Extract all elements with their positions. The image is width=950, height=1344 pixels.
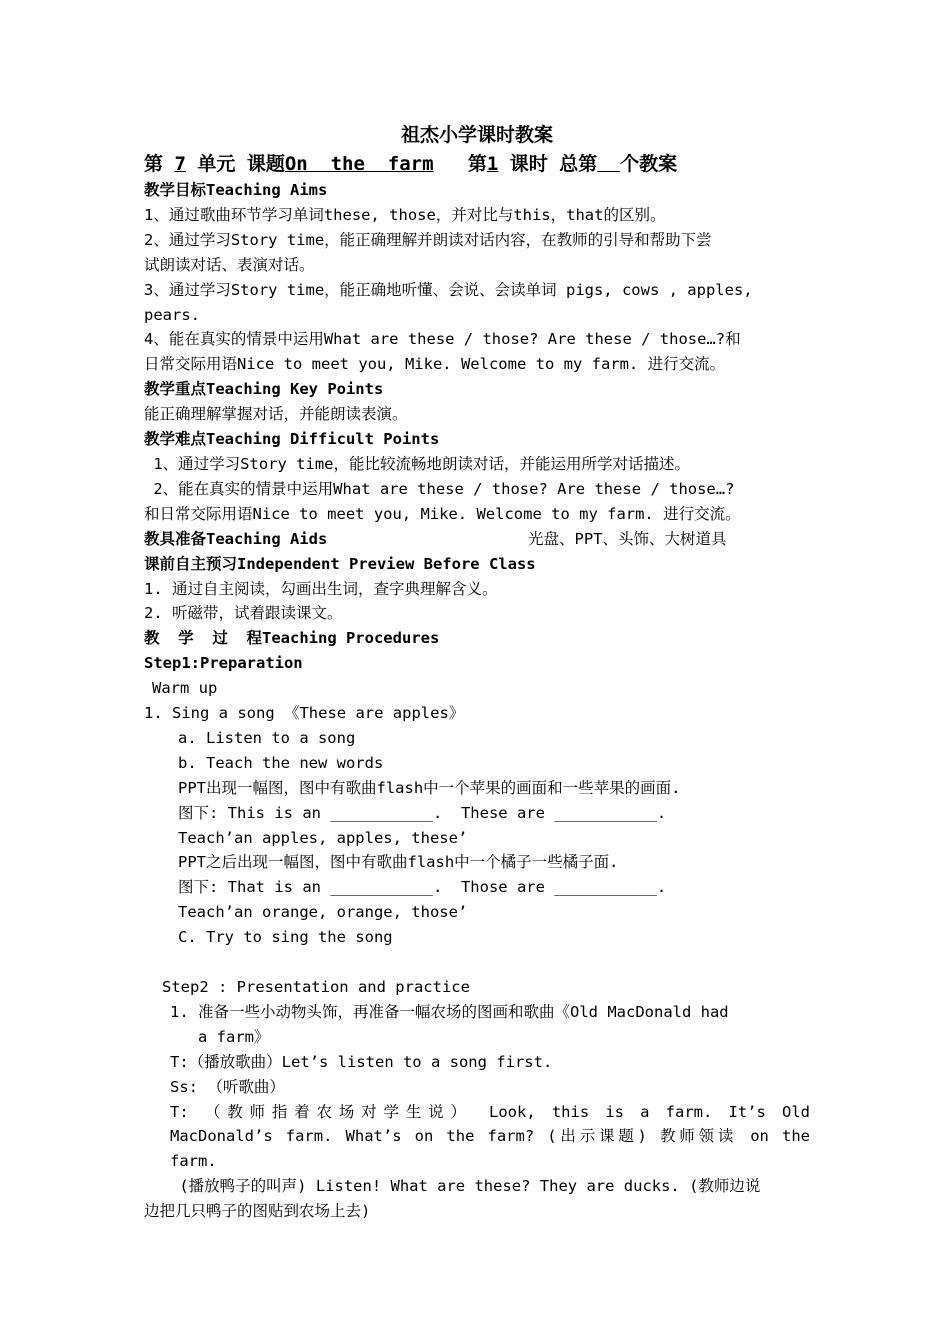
total-blank: [597, 153, 620, 175]
step1-line: PPT出现一幅图，图中有歌曲flash中一个苹果的画面和一些苹果的画面.: [178, 778, 681, 797]
aims-item: 4、能在真实的情景中运用What are these / those? Are these / those…?和: [144, 330, 741, 349]
preview-item: 1. 通过自主阅读，勾画出生词，查字典理解含义。: [144, 579, 498, 598]
unit-suffix: 单元 课题: [197, 153, 285, 175]
song-item: 1. Sing a song 《These are apples》: [144, 704, 465, 723]
step1-line: Teach’an apples, apples, these’: [178, 828, 468, 847]
aids-row: [144, 527, 810, 552]
aims-item: 1、通过歌曲环节学习单词these, those，并对比与this，that的区别。: [144, 205, 666, 224]
lesson-plan-page: [144, 120, 810, 1224]
step1-title: Step1:Preparation: [144, 654, 303, 673]
difficult-points-item: 2、能在真实的情景中运用What are these / those? Are these / those…?: [144, 479, 735, 498]
step1-line: 图下: This is an ___________. These are ___________.: [178, 803, 667, 822]
duck-line-cont: 边把几只鸭子的图贴到农场上去): [144, 1202, 371, 1221]
spacer: [144, 950, 810, 975]
lesson-prefix: 第: [456, 153, 487, 175]
aids-heading: 教具准备Teaching Aids: [144, 529, 328, 548]
aims-heading: 教学目标Teaching Aims: [144, 181, 328, 199]
students-line: Ss: （听歌曲）: [170, 1077, 285, 1096]
document-title: 祖杰小学课时教案: [400, 124, 553, 146]
teacher-line: T:（播放歌曲）Let’s listen to a song first.: [170, 1052, 553, 1071]
step1-line: b. Teach the new words: [178, 753, 384, 772]
aims-item: pears.: [144, 305, 200, 324]
lesson-topic: On the farm: [284, 153, 434, 175]
step1-line: a. Listen to a song: [178, 728, 356, 747]
step1-line: C. Try to sing the song: [178, 928, 393, 947]
step2-item1-cont: a farm》: [170, 1027, 270, 1046]
lesson-number: 1: [486, 153, 499, 175]
aims-item: 日常交际用语Nice to meet you, Mike. Welcome to my farm. 进行交流。: [144, 355, 726, 374]
step2-item1: 1. 准备一些小动物头饰，再准备一幅农场的图画和歌曲《Old MacDonald had: [170, 1002, 729, 1021]
warm-up-label: Warm up: [152, 679, 218, 698]
key-points-text: 能正确理解掌握对话，并能朗读表演。: [144, 405, 408, 424]
unit-number: 7: [174, 153, 186, 175]
aims-item: 2、通过学习Story time，能正确理解并朗读对话内容，在教师的引导和帮助下尝: [144, 230, 712, 249]
teacher-line-cont: MacDonald’s farm. What’s on the farm? (出示课题) 教师领读 on the: [170, 1127, 810, 1146]
lesson-suffix: 课时 总第: [509, 153, 598, 175]
step1-line: Teach’an orange, orange, those’: [178, 903, 468, 922]
key-points-heading: 教学重点Teaching Key Points: [144, 380, 384, 399]
aims-item: 试朗读对话、表演对话。: [144, 255, 315, 274]
preview-heading: 课前自主预习Independent Preview Before Class: [144, 554, 536, 573]
lesson-header: [144, 150, 810, 178]
teacher-line-cont: farm.: [170, 1152, 217, 1171]
procedures-heading: 教 学 过 程Teaching Procedures: [144, 629, 440, 648]
difficult-points-item: 1、通过学习Story time，能比较流畅地朗读对话，并能运用所学对话描述。: [144, 454, 690, 473]
aims-item: 3、通过学习Story time，能正确地听懂、会说、会读单词 pigs, cows , apples,: [144, 280, 753, 299]
total-suffix: 个教案: [620, 153, 678, 175]
preview-item: 2. 听磁带，试着跟读课文。: [144, 604, 343, 623]
aids-text: 光盘、PPT、头饰、大树道具: [528, 529, 727, 548]
difficult-points-heading: 教学难点Teaching Difficult Points: [144, 430, 440, 449]
unit-prefix: 第: [144, 153, 164, 175]
difficult-points-item: 和日常交际用语Nice to meet you, Mike. Welcome to my farm. 进行交流。: [144, 504, 741, 523]
step2-title: Step2 : Presentation and practice: [162, 977, 470, 996]
teacher-line: T: （教师指着农场对学生说） Look, this is a farm. It’s Old: [170, 1102, 810, 1121]
step1-line: 图下: That is an ___________. Those are ___________.: [178, 878, 667, 897]
step1-line: PPT之后出现一幅图，图中有歌曲flash中一个橘子一些橘子面.: [178, 853, 619, 872]
duck-line: (播放鸭子的叫声) Listen! What are these? They are ducks. (教师边说: [170, 1177, 761, 1196]
